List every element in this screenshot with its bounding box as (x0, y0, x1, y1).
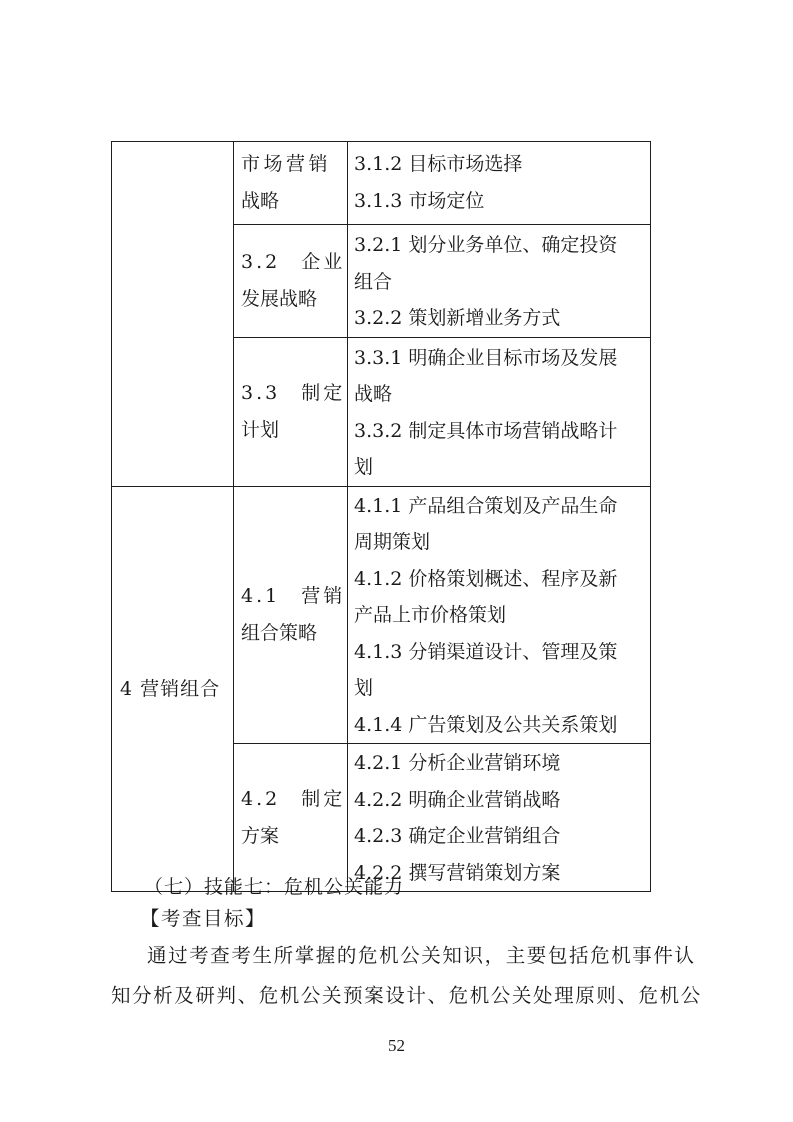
paragraph-line: 知分析及研判、危机公关预案设计、危机公关处理原则、危机公 (111, 984, 702, 1007)
items-3-1-cell (348, 142, 651, 225)
item-line: 4.1.4 广告策划及公共关系策划 (354, 713, 618, 736)
subtopic-title-line: 3.3 制定 (241, 382, 346, 404)
item-line: 4.2.1 分析企业营销环境 (354, 752, 561, 774)
paragraph-line: 通过考查考生所掌握的危机公关知识，主要包括危机事件认 (147, 944, 696, 967)
section4-title: 4 营销组合 (120, 677, 221, 700)
subtopic-3-1-cell (234, 142, 348, 225)
subtopic-4-2-cell (234, 744, 348, 892)
subtopic-3-3-cell (234, 337, 348, 486)
subtopic-title-line: 方案 (241, 824, 280, 847)
item-line: 组合 (354, 270, 393, 293)
section3-main-cell (112, 142, 234, 487)
subtopic-title-line: 组合策略 (241, 621, 318, 644)
items-3-2-cell (348, 225, 651, 338)
page-number: 52 (388, 1036, 405, 1055)
item-line: 划 (354, 677, 374, 699)
item-line: 3.3.2 制定具体市场营销战略计 (354, 419, 618, 442)
subtopic-title-line: 4.2 制定 (241, 788, 346, 810)
subtopic-title-line: 计划 (241, 418, 280, 441)
item-line: 3.2.2 策划新增业务方式 (354, 307, 561, 329)
item-line: 3.1.3 市场定位 (354, 189, 485, 212)
item-line: 4.1.2 价格策划概述、程序及新 (354, 567, 618, 590)
item-line: 划 (354, 456, 374, 478)
subsection-heading: 【考查目标】 (140, 907, 267, 930)
item-line: 4.1.3 分销渠道设计、管理及策 (354, 640, 618, 663)
subtopic-title-line: 发展战略 (241, 287, 318, 310)
item-line: 战略 (354, 383, 393, 405)
item-line: 3.1.2 目标市场选择 (354, 153, 523, 175)
subtopic-title-line: 4.1 营销 (241, 585, 346, 608)
subtopic-title-line: 3.2 企业 (241, 251, 346, 274)
item-line: 周期策划 (354, 531, 431, 553)
subtopic-title-line: 战略 (241, 189, 280, 212)
item-line: 3.3.1 明确企业目标市场及发展 (354, 346, 618, 369)
subtopic-4-1-cell (234, 486, 348, 744)
curriculum-table (111, 141, 651, 892)
section-heading: （七）技能七：危机公关能力 (144, 876, 405, 898)
item-line: 4.2.2 撰写营销策划方案 (354, 861, 561, 884)
item-line: 3.2.1 划分业务单位、确定投资 (354, 234, 618, 256)
items-4-1-cell (348, 486, 651, 744)
items-4-2-cell (348, 744, 651, 892)
item-line: 4.1.1 产品组合策划及产品生命 (354, 494, 618, 517)
section4-main-cell (112, 486, 234, 892)
item-line: 产品上市价格策划 (354, 604, 507, 626)
item-line: 4.2.2 明确企业营销战略 (354, 788, 561, 811)
subtopic-3-2-cell (234, 225, 348, 338)
items-3-3-cell (348, 337, 651, 486)
item-line: 4.2.3 确定企业营销组合 (354, 825, 561, 847)
subtopic-title-line: 市场营销 (241, 153, 332, 175)
